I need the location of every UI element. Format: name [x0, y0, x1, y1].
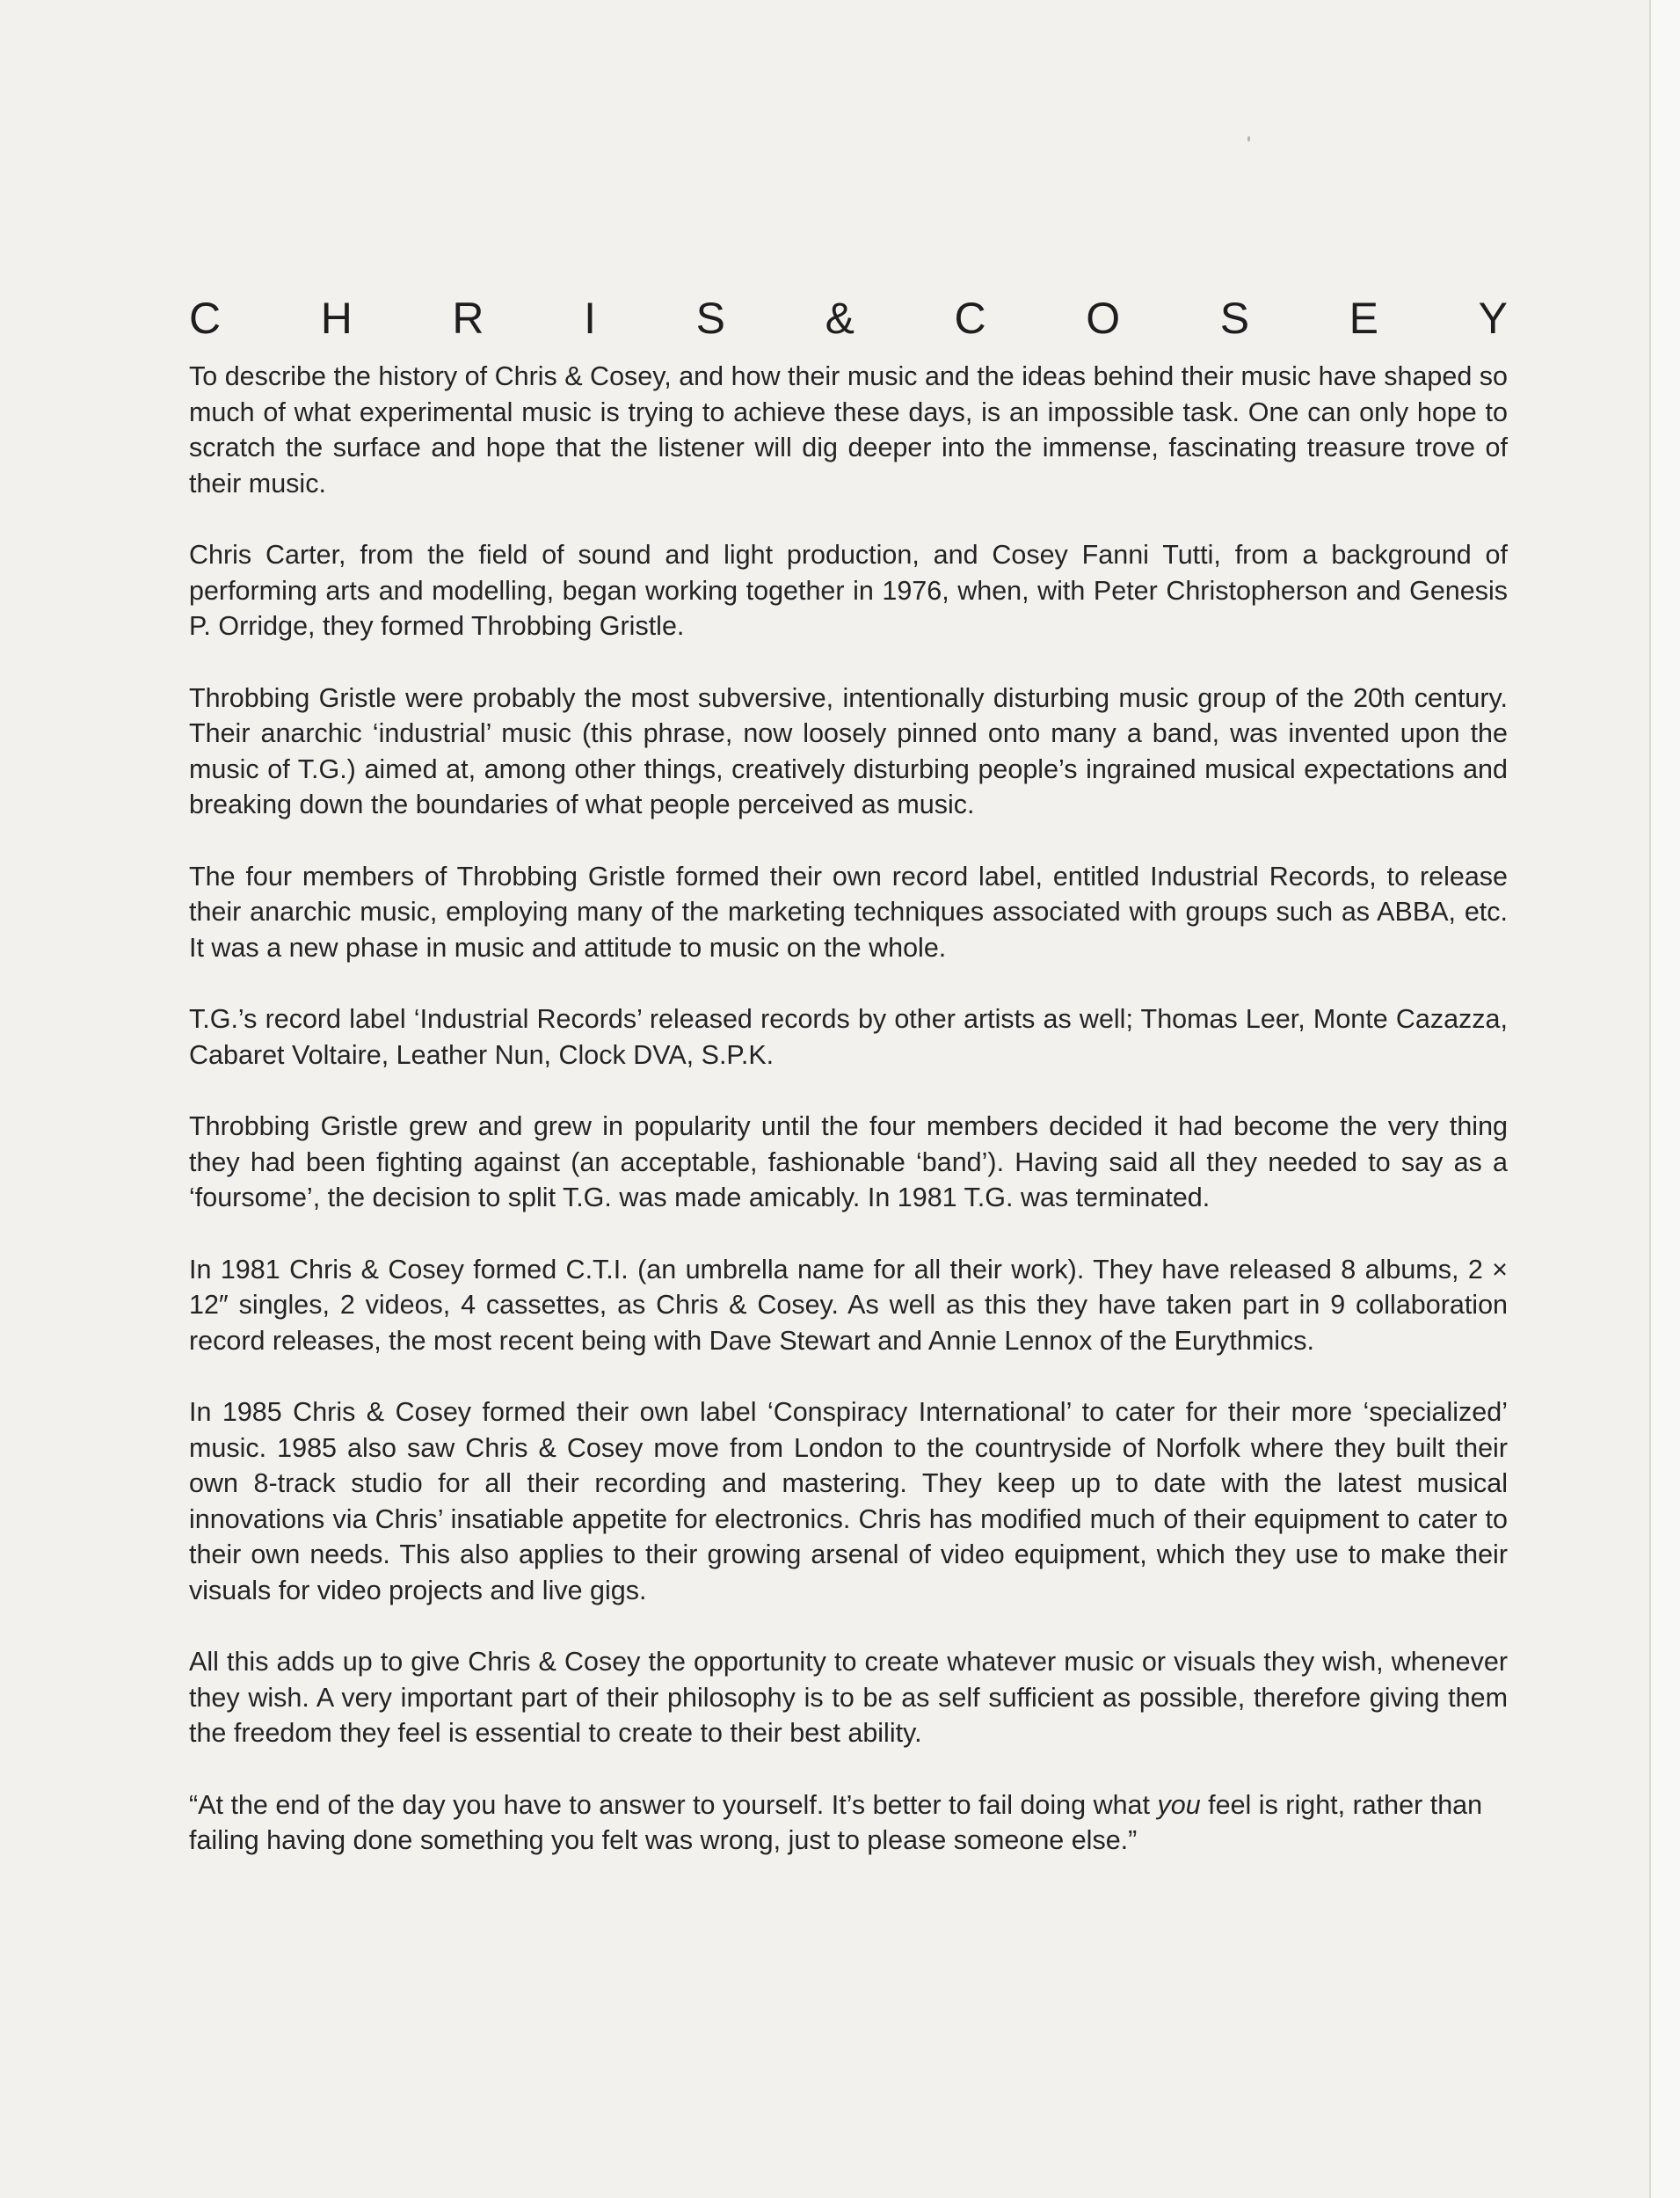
article-body [189, 359, 1508, 1895]
paragraph-record-label: The four members of Throbbing Gristle formed their own record label, entitled Industrial Records, to release their anarchic music, employing many of the marketing techniques associated with groups such as ABBA, etc. It was a new phase in music and attitude to music on the whole. [189, 861, 1508, 963]
title-letter: E [1349, 293, 1379, 343]
paragraph-split: Throbbing Gristle grew and grew in popularity until the four members decided it had become the very thing they had been fighting against (an acceptable, fashionable ‘band’). Having said all they needed to say as a ‘foursome’, the decision to split T.G. was made amicably. In 1981 T.G. was terminated. [189, 1111, 1508, 1212]
title-letter: R [452, 293, 484, 343]
title-letter: C [954, 293, 986, 343]
speck-mark [1247, 136, 1250, 142]
quote-text-end: feel is right, rather than failing having done something you felt was wrong, just to please someone else.” [189, 1789, 1483, 1855]
page-title [189, 293, 1508, 343]
title-letter: & [825, 293, 855, 343]
paragraph-philosophy: All this adds up to give Chris & Cosey the opportunity to create whatever music or visuals they wish, whenever they wish. A very important part of their philosophy is to be as self sufficient as possible, therefore giving them the freedom they feel is essential to create to their best ability. [189, 1647, 1508, 1748]
paragraph-quote [189, 1787, 1508, 1859]
page-edge [1651, 0, 1680, 2198]
title-letter: C [189, 293, 222, 343]
paragraph-throbbing-gristle: Throbbing Gristle were probably the most subversive, intentionally disturbing music group of the 20th century. Their anarchic ‘industrial’ music (this phrase, now loosely pinned onto many a band, was invented upon the music of T.G.) aimed at, among other things, creatively disturbing people’s ingrained musical expectations and breaking down the boundaries of what people perceived as music. [189, 682, 1508, 819]
paragraph-label-artists: T.G.’s record label ‘Industrial Records’ released records by other artists as well; Thomas Leer, Monte Cazazza, Cabaret Voltaire, Leather Nun, Clock DVA, S.P.K. [189, 1004, 1508, 1070]
paragraph-cti: In 1981 Chris & Cosey formed C.T.I. (an umbrella name for all their work). They have released 8 albums, 2 × 12″ singles, 2 videos, 4 cassettes, as Chris & Cosey. As well as this they have taken part in 9 collaboration record releases, the most recent being with Dave Stewart and Annie Lennox of the Eurythmics. [189, 1254, 1508, 1356]
title-letter: H [320, 293, 353, 343]
paragraph-origins: Chris Carter, from the field of sound and light production, and Cosey Fanni Tutti, from a background of performing arts and modelling, began working together in 1976, when, with Peter Christopherson and Genesis P. Orridge, they formed Throbbing Gristle. [189, 540, 1508, 641]
paragraph-intro: To describe the history of Chris & Cosey, and how their music and the ideas behind their music have shaped so much of what experimental music is trying to achieve these days, is an impossible task. One can only hope to scratch the surface and hope that the listener will dig deeper into the immense, fascinating treasure trove of their music. [189, 361, 1508, 499]
title-letter: S [695, 293, 725, 343]
title-letter: Y [1478, 293, 1508, 343]
title-letter: O [1086, 293, 1121, 343]
title-letter: I [584, 293, 597, 343]
quote-text: “At the end of the day you have to answer to yourself. It’s better to fail doing what [189, 1789, 1158, 1820]
paragraph-conspiracy: In 1985 Chris & Cosey formed their own label ‘Conspiracy International’ to cater for their more ‘specialized’ music. 1985 also saw Chris & Cosey move from London to the countryside of Norfolk where they built their own 8-track studio for all their recording and mastering. They keep up to date with the latest musical innovations via Chris’ insatiable appetite for electronics. Chris has modified much of their equipment to cater to their own needs. This also applies to their growing arsenal of video equipment, which they use to make their visuals for video projects and live gigs. [189, 1397, 1508, 1605]
quote-emphasis: you [1157, 1789, 1201, 1820]
title-letter: S [1219, 293, 1250, 343]
